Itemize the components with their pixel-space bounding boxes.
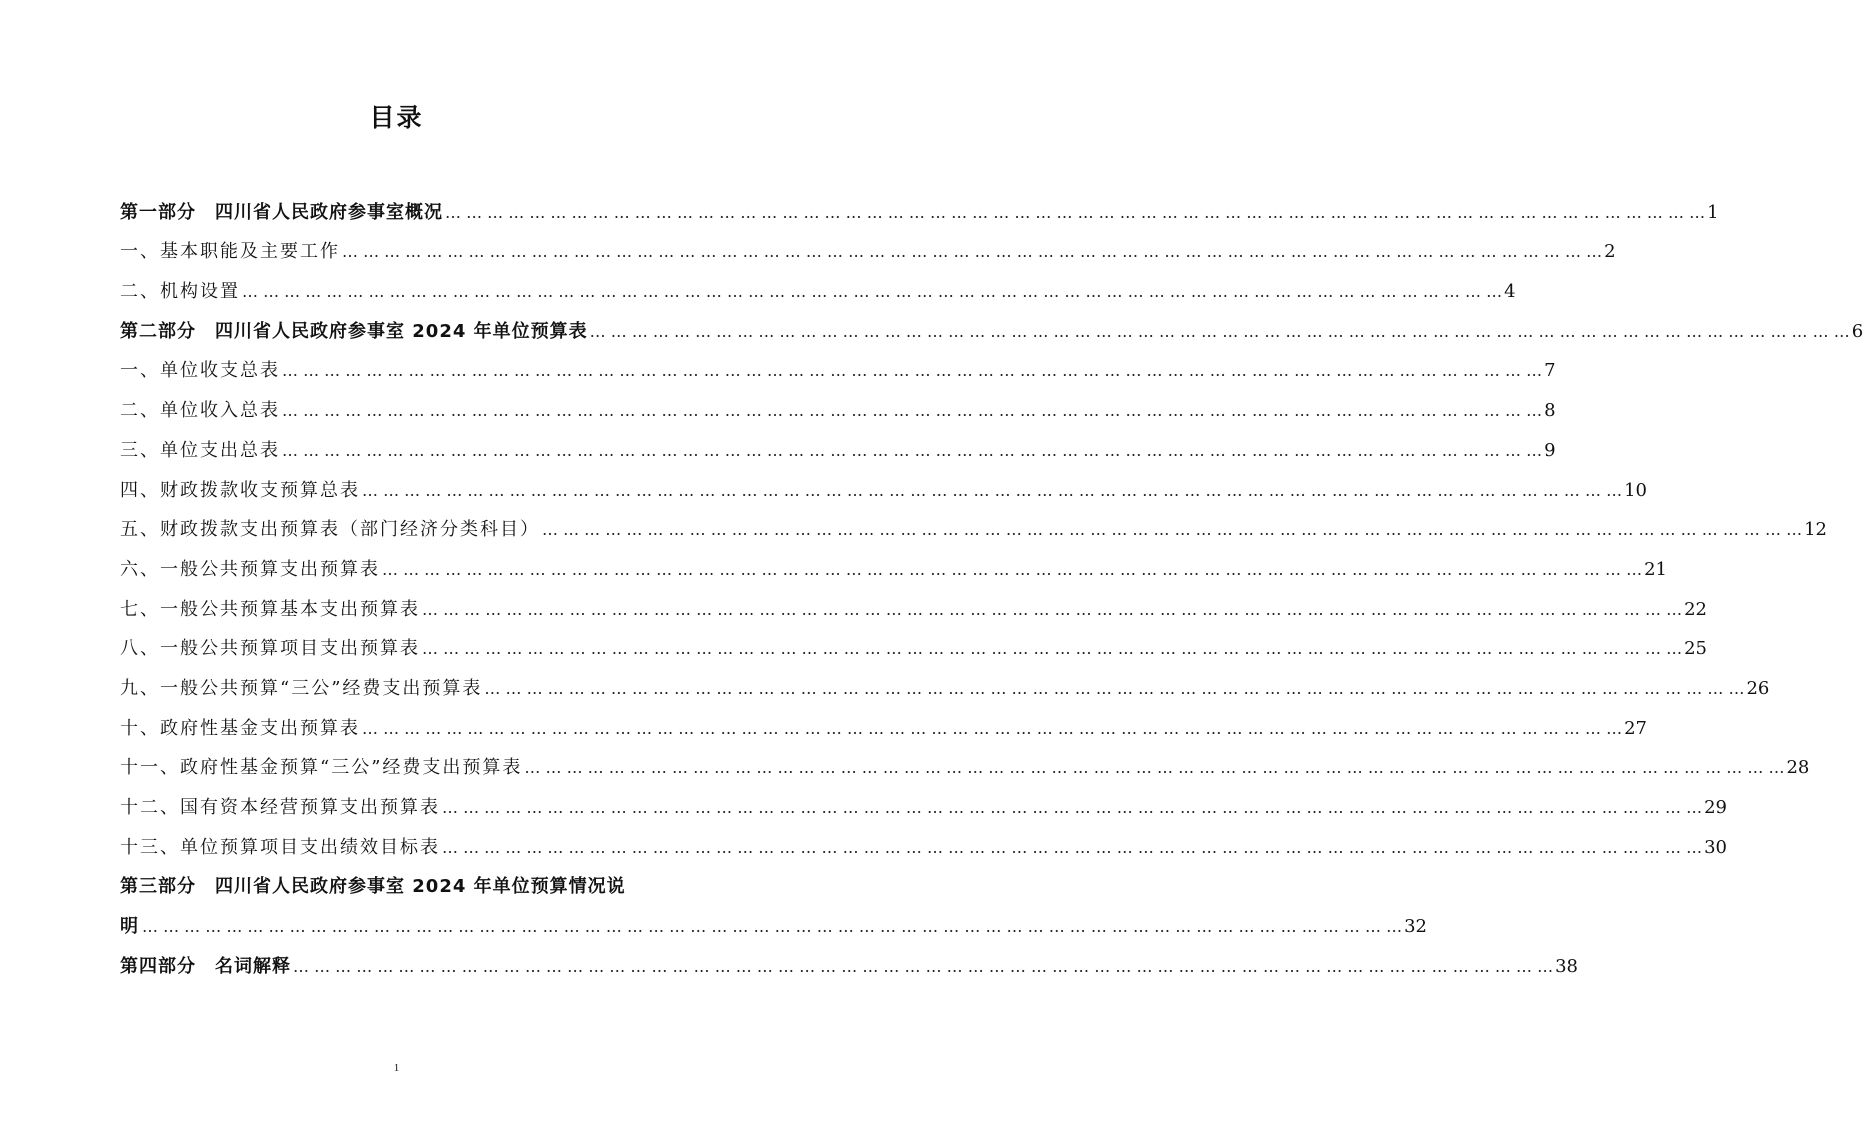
toc-page-number: 32: [1404, 916, 1427, 938]
toc-page-number: 4: [1504, 281, 1516, 303]
toc-page-number: 21: [1644, 558, 1667, 580]
toc-leader-dots: … … … … … … … … … … … … … … … … … … … … … … … … … … … … … … … … … … … … … … … … … … … … … … … … … … … … … … … … … … … …: [142, 917, 1403, 937]
toc-leader-dots: … … … … … … … … … … … … … … … … … … … … … … … … … … … … … … … … … … … … … … … … … … … … … … … … … … … … … … … … … … … …: [282, 361, 1543, 381]
toc-leader-dots: … … … … … … … … … … … … … … … … … … … … … … … … … … … … … … … … … … … … … … … … … … … … … … … … … … … … … … … … … … … …: [524, 758, 1785, 778]
toc-label: 明: [120, 916, 140, 938]
toc-entry[interactable]: [120, 780, 1727, 820]
toc-leader-dots: … … … … … … … … … … … … … … … … … … … … … … … … … … … … … … … … … … … … … … … … … … … … … … … … … … … … … … … … … … … …: [442, 837, 1703, 857]
toc-page-number: 27: [1624, 717, 1647, 739]
toc-label: 第四部分 名词解释: [120, 955, 291, 977]
toc-label: 十一、政府性基金预算“三公”经费支出预算表: [120, 757, 523, 779]
toc-label: 六、一般公共预算支出预算表: [120, 558, 380, 580]
toc-entry[interactable]: [120, 225, 1616, 265]
toc-entry[interactable]: [120, 344, 1556, 384]
toc-page-number: 6: [1851, 320, 1863, 342]
toc-entry[interactable]: [120, 383, 1556, 423]
toc-label: 十、政府性基金支出预算表: [120, 717, 360, 739]
toc-leader-dots: … … … … … … … … … … … … … … … … … … … … … … … … … … … … … … … … … … … … … … … … … … … … … … … … … … … … … … … … … … … …: [542, 520, 1803, 540]
toc-leader-dots: … … … … … … … … … … … … … … … … … … … … … … … … … … … … … … … … … … … … … … … … … … … … … … … … … … … … … … … … … … … …: [293, 956, 1554, 976]
toc-leader-dots: … … … … … … … … … … … … … … … … … … … … … … … … … … … … … … … … … … … … … … … … … … … … … … … … … … … … … … … … … … … …: [422, 599, 1683, 619]
page-number-footer: 1: [393, 1062, 400, 1074]
toc-leader-dots: … … … … … … … … … … … … … … … … … … … … … … … … … … … … … … … … … … … … … … … … … … … … … … … … … … … … … … … … … … … …: [282, 401, 1543, 421]
toc-entry[interactable]: [120, 185, 1719, 225]
toc-entry[interactable]: [120, 582, 1707, 622]
toc-label: 第二部分 四川省人民政府参事室 2024 年单位预算表: [120, 320, 588, 342]
page-title: 目录: [369, 103, 424, 132]
toc-label: 五、财政拨款支出预算表（部门经济分类科目）: [120, 519, 540, 541]
toc-entry[interactable]: [120, 701, 1647, 741]
toc-page-number: 7: [1544, 360, 1556, 382]
toc-page-number: 9: [1544, 439, 1556, 461]
toc-page-number: 30: [1704, 836, 1727, 858]
toc-entry-part3-line2[interactable]: [120, 899, 1427, 939]
toc-entry[interactable]: [120, 661, 1770, 701]
toc-entry[interactable]: [120, 820, 1727, 860]
toc-entry[interactable]: [120, 304, 1863, 344]
toc-page-number: 10: [1624, 479, 1647, 501]
toc-label: 二、单位收入总表: [120, 400, 280, 422]
toc-leader-dots: … … … … … … … … … … … … … … … … … … … … … … … … … … … … … … … … … … … … … … … … … … … … … … … … … … … … … … … … … … … …: [362, 480, 1623, 500]
toc-entry[interactable]: [120, 503, 1827, 543]
toc-leader-dots: … … … … … … … … … … … … … … … … … … … … … … … … … … … … … … … … … … … … … … … … … … … … … … … … … … … … … … … … … … … …: [342, 242, 1603, 262]
toc-label: 第三部分 四川省人民政府参事室 2024 年单位预算情况说: [120, 876, 626, 898]
toc-label: 一、基本职能及主要工作: [120, 241, 340, 263]
toc-label: 四、财政拨款收支预算总表: [120, 479, 360, 501]
toc-leader-dots: … … … … … … … … … … … … … … … … … … … … … … … … … … … … … … … … … … … … … … … … … … … … … … … … … … … … … … … … … … … …: [442, 798, 1703, 817]
toc-label: 十二、国有资本经营预算支出预算表: [120, 797, 440, 818]
toc-page-number: 12: [1804, 519, 1827, 541]
toc-leader-dots: … … … … … … … … … … … … … … … … … … … … … … … … … … … … … … … … … … … … … … … … … … … … … … … … … … … … … … … … … … … …: [445, 202, 1706, 222]
toc-label: 八、一般公共预算项目支出预算表: [120, 638, 420, 660]
toc-leader-dots: … … … … … … … … … … … … … … … … … … … … … … … … … … … … … … … … … … … … … … … … … … … … … … … … … … … … … … … … … … … …: [422, 639, 1683, 659]
toc-label: 第一部分 四川省人民政府参事室概况: [120, 201, 443, 223]
toc-label: 九、一般公共预算“三公”经费支出预算表: [120, 677, 483, 699]
toc-leader-dots: … … … … … … … … … … … … … … … … … … … … … … … … … … … … … … … … … … … … … … … … … … … … … … … … … … … … … … … … … … … …: [282, 440, 1543, 460]
toc-page-number: 8: [1544, 400, 1556, 422]
toc-label: 十三、单位预算项目支出绩效目标表: [120, 836, 440, 858]
toc-page-number: 25: [1684, 638, 1707, 660]
toc-entry[interactable]: [120, 741, 1810, 781]
toc-label: 一、单位收支总表: [120, 360, 280, 382]
toc-leader-dots: … … … … … … … … … … … … … … … … … … … … … … … … … … … … … … … … … … … … … … … … … … … … … … … … … … … … … … … … … … … …: [242, 282, 1503, 302]
toc-page-number: 29: [1704, 797, 1727, 818]
toc-leader-dots: … … … … … … … … … … … … … … … … … … … … … … … … … … … … … … … … … … … … … … … … … … … … … … … … … … … … … … … … … … … …: [484, 678, 1745, 698]
toc-entry[interactable]: [120, 622, 1707, 662]
toc-page-number: 38: [1555, 955, 1578, 977]
toc-page-number: 28: [1786, 757, 1810, 779]
toc-page-number: 26: [1746, 677, 1770, 699]
table-of-contents: [120, 185, 1863, 979]
toc-entry[interactable]: [120, 463, 1647, 503]
toc-page-number: 22: [1684, 598, 1707, 620]
toc-page-number: 2: [1604, 241, 1616, 263]
toc-leader-dots: … … … … … … … … … … … … … … … … … … … … … … … … … … … … … … … … … … … … … … … … … … … … … … … … … … … … … … … … … … … …: [382, 559, 1643, 579]
toc-leader-dots: … … … … … … … … … … … … … … … … … … … … … … … … … … … … … … … … … … … … … … … … … … … … … … … … … … … … … … … … … … … …: [589, 321, 1850, 341]
toc-entry-part4[interactable]: [120, 939, 1578, 979]
toc-entry[interactable]: [120, 542, 1667, 582]
toc-label: 七、一般公共预算基本支出预算表: [120, 598, 420, 620]
toc-label: 三、单位支出总表: [120, 439, 280, 461]
toc-entry[interactable]: [120, 264, 1516, 304]
toc-label: 二、机构设置: [120, 281, 240, 303]
toc-page-number: 1: [1707, 201, 1719, 223]
toc-leader-dots: … … … … … … … … … … … … … … … … … … … … … … … … … … … … … … … … … … … … … … … … … … … … … … … … … … … … … … … … … … … …: [362, 718, 1623, 738]
toc-entry-part3-line1[interactable]: [120, 860, 665, 900]
toc-entry[interactable]: [120, 423, 1556, 463]
